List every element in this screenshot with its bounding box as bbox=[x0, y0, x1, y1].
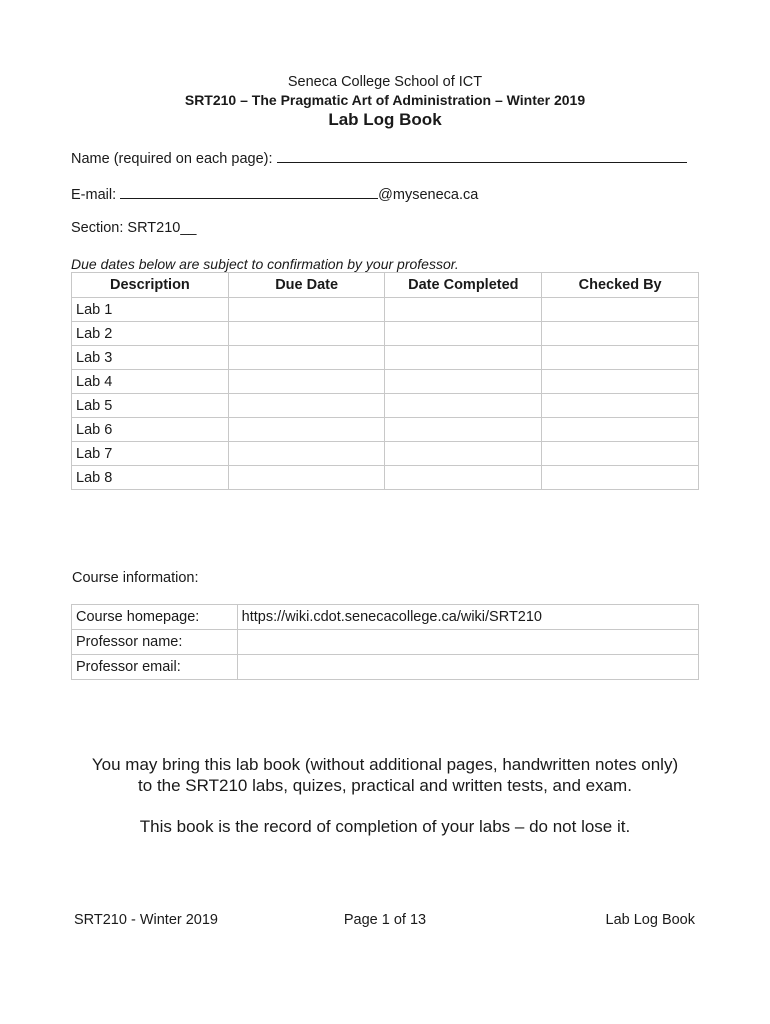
lab-due-date-cell[interactable] bbox=[228, 418, 385, 442]
lab-due-date-cell[interactable] bbox=[228, 322, 385, 346]
footer-doc-title: Lab Log Book bbox=[605, 912, 695, 928]
course-info-value[interactable] bbox=[237, 630, 698, 655]
lab-date-completed-cell[interactable] bbox=[385, 418, 542, 442]
table-row bbox=[72, 418, 699, 442]
warning-message: This book is the record of completion of your labs – do not lose it. bbox=[139, 817, 631, 836]
lab-date-completed-cell[interactable] bbox=[385, 466, 542, 490]
table-row bbox=[72, 394, 699, 418]
footer-course: SRT210 - Winter 2019 bbox=[74, 912, 218, 928]
lab-date-completed-cell[interactable] bbox=[385, 322, 542, 346]
lab-checked-by-cell[interactable] bbox=[542, 466, 699, 490]
lab-date-completed-cell[interactable] bbox=[385, 346, 542, 370]
lab-date-completed-cell[interactable] bbox=[385, 370, 542, 394]
table-row bbox=[72, 605, 699, 630]
email-suffix: @myseneca.ca bbox=[378, 187, 479, 203]
name-blank-line[interactable] bbox=[277, 148, 687, 163]
instructions-line-2: to the SRT210 labs, quizes, practical and written tests, and exam. bbox=[138, 776, 632, 795]
lab-description-cell: Lab 7 bbox=[72, 442, 229, 466]
lab-description-cell: Lab 1 bbox=[72, 298, 229, 322]
lab-table-header-row bbox=[72, 273, 699, 298]
lab-description-cell: Lab 2 bbox=[72, 322, 229, 346]
course-info-key: Course homepage: bbox=[72, 605, 238, 630]
lab-date-completed-cell[interactable] bbox=[385, 298, 542, 322]
due-date-note: Due dates below are subject to confirmation by your professor. bbox=[71, 256, 459, 272]
table-row bbox=[72, 630, 699, 655]
lab-date-completed-cell[interactable] bbox=[385, 442, 542, 466]
lab-checked-by-cell[interactable] bbox=[542, 442, 699, 466]
header-checked-by: Checked By bbox=[542, 273, 699, 298]
lab-table bbox=[71, 272, 699, 490]
lab-checked-by-cell[interactable] bbox=[542, 322, 699, 346]
lab-checked-by-cell[interactable] bbox=[542, 346, 699, 370]
table-row bbox=[72, 370, 699, 394]
lab-checked-by-cell[interactable] bbox=[542, 370, 699, 394]
lab-description-cell: Lab 3 bbox=[72, 346, 229, 370]
course-info-label: Course information: bbox=[72, 570, 199, 586]
section-field: Section: SRT210__ bbox=[71, 220, 197, 236]
lab-checked-by-cell[interactable] bbox=[542, 394, 699, 418]
table-row bbox=[72, 322, 699, 346]
course-info-key: Professor name: bbox=[72, 630, 238, 655]
lab-due-date-cell[interactable] bbox=[228, 346, 385, 370]
school-name: Seneca College School of ICT bbox=[287, 74, 483, 90]
email-blank-line[interactable] bbox=[120, 184, 378, 199]
course-title: SRT210 – The Pragmatic Art of Administration – Winter 2019 bbox=[184, 92, 586, 108]
footer-page-number: Page 1 of 13 bbox=[343, 912, 427, 928]
table-row bbox=[72, 466, 699, 490]
course-info-value[interactable] bbox=[237, 655, 698, 680]
lab-description-cell: Lab 6 bbox=[72, 418, 229, 442]
name-label: Name (required on each page): bbox=[71, 151, 273, 167]
lab-description-cell: Lab 5 bbox=[72, 394, 229, 418]
lab-due-date-cell[interactable] bbox=[228, 394, 385, 418]
lab-checked-by-cell[interactable] bbox=[542, 418, 699, 442]
lab-description-cell: Lab 4 bbox=[72, 370, 229, 394]
course-info-value: https://wiki.cdot.senecacollege.ca/wiki/SRT210 bbox=[237, 605, 698, 630]
lab-due-date-cell[interactable] bbox=[228, 298, 385, 322]
lab-checked-by-cell[interactable] bbox=[542, 298, 699, 322]
email-field bbox=[71, 184, 478, 203]
table-row bbox=[72, 442, 699, 466]
instructions-message bbox=[0, 754, 770, 796]
header-due-date: Due Date bbox=[228, 273, 385, 298]
lab-due-date-cell[interactable] bbox=[228, 466, 385, 490]
lab-due-date-cell[interactable] bbox=[228, 442, 385, 466]
lab-date-completed-cell[interactable] bbox=[385, 394, 542, 418]
table-row bbox=[72, 346, 699, 370]
table-row bbox=[72, 655, 699, 680]
page-title: Lab Log Book bbox=[328, 110, 442, 129]
lab-description-cell: Lab 8 bbox=[72, 466, 229, 490]
header-date-completed: Date Completed bbox=[385, 273, 542, 298]
header-description: Description bbox=[72, 273, 229, 298]
lab-due-date-cell[interactable] bbox=[228, 370, 385, 394]
instructions-line-1: You may bring this lab book (without additional pages, handwritten notes only) bbox=[91, 755, 679, 774]
table-row bbox=[72, 298, 699, 322]
name-field bbox=[71, 148, 687, 167]
email-label: E-mail: bbox=[71, 187, 117, 203]
course-info-table bbox=[71, 604, 699, 680]
course-info-key: Professor email: bbox=[72, 655, 238, 680]
